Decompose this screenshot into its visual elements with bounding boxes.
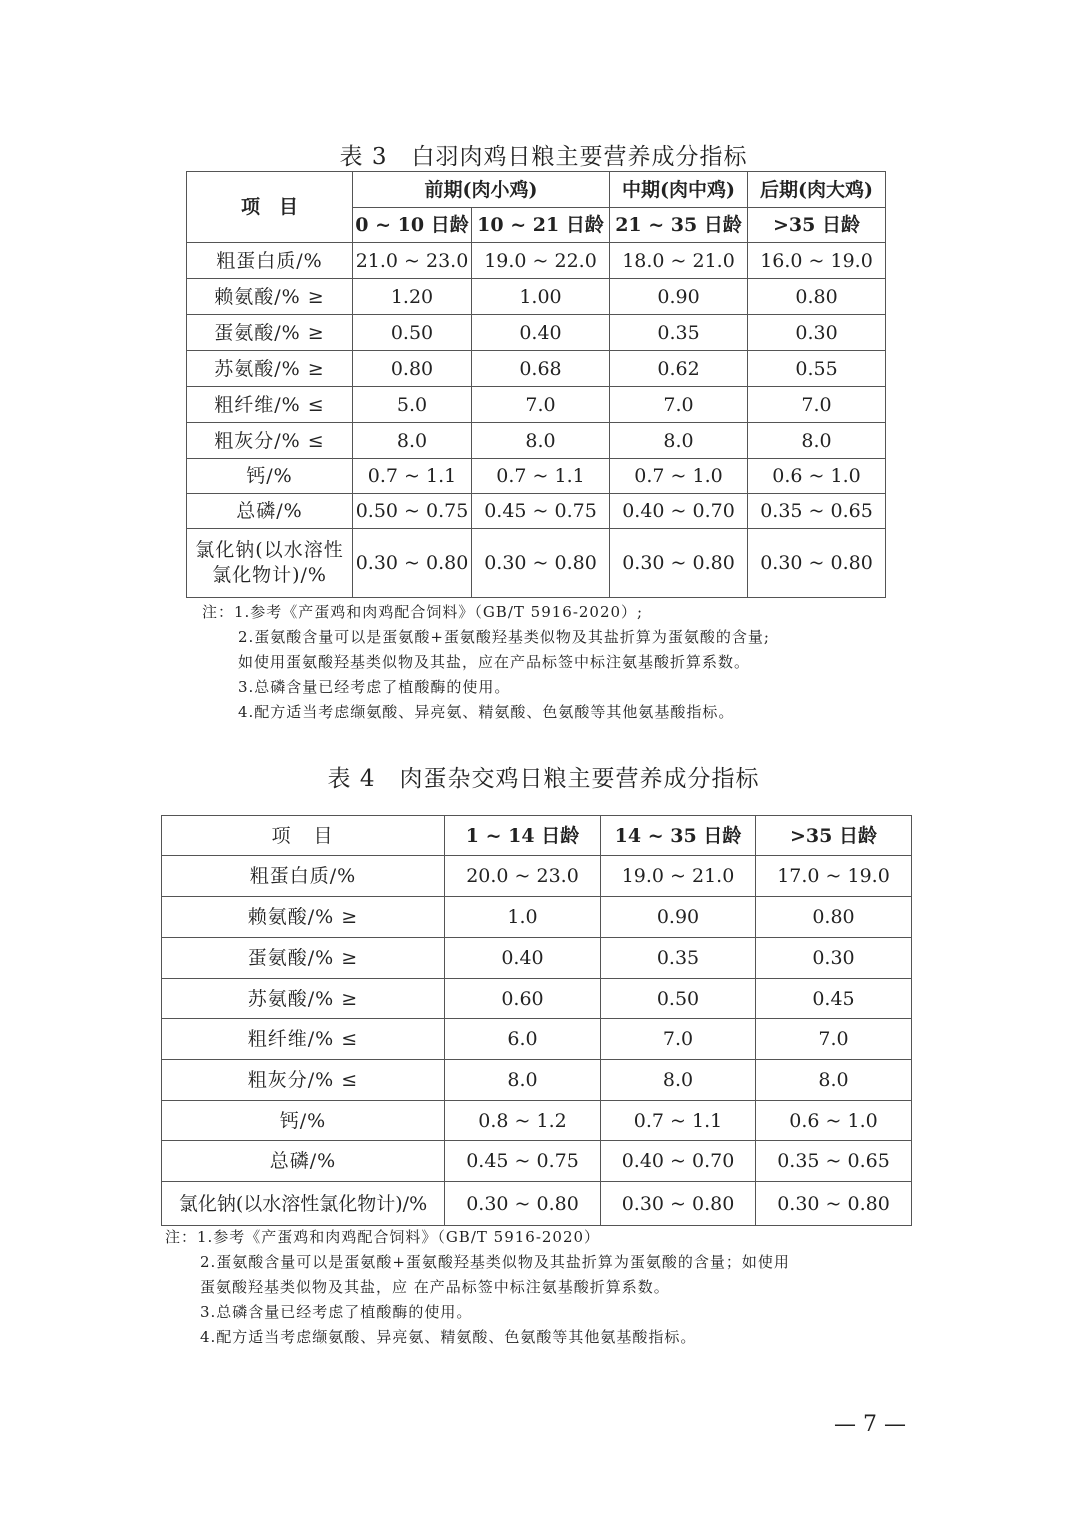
table4-row-label: 氯化钠(以水溶性氯化物计)/% <box>162 1182 445 1226</box>
table4-cell: 0.30 ~ 0.80 <box>756 1182 912 1226</box>
table-row <box>187 459 886 494</box>
table3-cell: 21.0 ~ 23.0 <box>353 243 472 279</box>
table3-note: 3.总磷含量已经考虑了植酸酶的使用。 <box>238 678 511 696</box>
table3-age-header: 0 ~ 10 日龄 <box>353 208 472 243</box>
table4-cell: 0.30 ~ 0.80 <box>445 1182 601 1226</box>
table3-cell: 0.50 <box>353 315 472 351</box>
table3-note: 2.蛋氨酸含量可以是蛋氨酸+蛋氨酸羟基类似物及其盐折算为蛋氨酸的含量; <box>238 628 770 646</box>
table3-row-label: 赖氨酸/% ≥ <box>187 279 353 315</box>
table4-row-label: 总磷/% <box>162 1141 445 1182</box>
table3-cell: 7.0 <box>610 387 748 423</box>
table3-cell: 8.0 <box>472 423 610 459</box>
table3-row-label: 氯化钠(以水溶性氯化物计)/% <box>187 529 353 598</box>
table4-cell: 8.0 <box>601 1060 756 1101</box>
table3-cell: 0.7 ~ 1.1 <box>472 459 610 494</box>
table4-cell: 0.8 ~ 1.2 <box>445 1101 601 1141</box>
table3-cell: 1.20 <box>353 279 472 315</box>
table3-cell: 0.7 ~ 1.0 <box>610 459 748 494</box>
table4-age-header: >35 日龄 <box>756 816 912 856</box>
table4-note: 蛋氨酸羟基类似物及其盐，应 在产品标签中标注氨基酸折算系数。 <box>200 1278 670 1296</box>
table4-cell: 1.0 <box>445 897 601 938</box>
table4-row-label: 蛋氨酸/% ≥ <box>162 938 445 979</box>
table3-cell: 1.00 <box>472 279 610 315</box>
table3-title: 表 3 白羽肉鸡日粮主要营养成分指标 <box>339 144 748 170</box>
table-row <box>187 279 886 315</box>
table4-cell: 17.0 ~ 19.0 <box>756 856 912 897</box>
table3-row-label: 钙/% <box>187 459 353 494</box>
table3-note: 4.配方适当考虑缬氨酸、异亮氨、精氨酸、色氨酸等其他氨基酸指标。 <box>238 703 735 721</box>
table4-cell: 0.6 ~ 1.0 <box>756 1101 912 1141</box>
table4-title: 表 4 肉蛋杂交鸡日粮主要营养成分指标 <box>327 766 760 792</box>
table-row <box>187 243 886 279</box>
table4-cell: 0.40 <box>445 938 601 979</box>
table4-age-header: 14 ~ 35 日龄 <box>601 816 756 856</box>
table4-note: 4.配方适当考虑缬氨酸、异亮氨、精氨酸、色氨酸等其他氨基酸指标。 <box>200 1328 697 1346</box>
table-row <box>187 529 886 598</box>
table4-row-label: 粗蛋白质/% <box>162 856 445 897</box>
table4-cell: 0.45 ~ 0.75 <box>445 1141 601 1182</box>
table3-age-header: 21 ~ 35 日龄 <box>610 208 748 243</box>
table4-row-label: 苏氨酸/% ≥ <box>162 979 445 1019</box>
table3-cell: 0.40 <box>472 315 610 351</box>
table3-row-label: 总磷/% <box>187 494 353 529</box>
table4-cell: 0.7 ~ 1.1 <box>601 1101 756 1141</box>
table3-note: 如使用蛋氨酸羟基类似物及其盐，应在产品标签中标注氨基酸折算系数。 <box>238 653 751 671</box>
table3-row-label: 苏氨酸/% ≥ <box>187 351 353 387</box>
table3-cell: 0.6 ~ 1.0 <box>748 459 886 494</box>
table3-cell: 5.0 <box>353 387 472 423</box>
table4-age-header: 1 ~ 14 日龄 <box>445 816 601 856</box>
table4-cell: 0.30 <box>756 938 912 979</box>
table4-cell: 0.60 <box>445 979 601 1019</box>
table4-cell: 0.90 <box>601 897 756 938</box>
table4-cell: 0.80 <box>756 897 912 938</box>
table3-cell: 0.62 <box>610 351 748 387</box>
table3-group-early: 前期(肉小鸡) <box>353 172 610 208</box>
table3-cell: 16.0 ~ 19.0 <box>748 243 886 279</box>
table3-age-header: 10 ~ 21 日龄 <box>472 208 610 243</box>
table3-group-late: 后期(肉大鸡) <box>748 172 886 208</box>
table4-cell: 7.0 <box>756 1019 912 1060</box>
table3-cell: 0.30 ~ 0.80 <box>353 529 472 598</box>
table-row <box>187 494 886 529</box>
table-row <box>187 423 886 459</box>
table3-cell: 0.50 ~ 0.75 <box>353 494 472 529</box>
table-row <box>187 315 886 351</box>
table3-note: 注：1.参考《产蛋鸡和肉鸡配合饲料》（GB/T 5916-2020）; <box>202 603 644 621</box>
table3-group-mid: 中期(肉中鸡) <box>610 172 748 208</box>
table4-cell: 7.0 <box>601 1019 756 1060</box>
table3-row-label: 粗灰分/% ≤ <box>187 423 353 459</box>
table3-cell: 8.0 <box>353 423 472 459</box>
table3-cell: 0.35 <box>610 315 748 351</box>
table4-cell: 19.0 ~ 21.0 <box>601 856 756 897</box>
table4-cell: 0.45 <box>756 979 912 1019</box>
table3-cell: 7.0 <box>748 387 886 423</box>
page-number: — 7 — <box>834 1412 906 1437</box>
table3-row-label: 粗纤维/% ≤ <box>187 387 353 423</box>
table4-row-label: 钙/% <box>162 1101 445 1141</box>
table4-note: 2.蛋氨酸含量可以是蛋氨酸+蛋氨酸羟基类似物及其盐折算为蛋氨酸的含量；如使用 <box>200 1253 790 1271</box>
table-row <box>162 938 912 979</box>
table3-item-header: 项 目 <box>187 172 353 243</box>
table-row <box>187 387 886 423</box>
table4-cell: 0.30 ~ 0.80 <box>601 1182 756 1226</box>
table-row <box>162 856 912 897</box>
table3-cell: 0.30 <box>748 315 886 351</box>
table3-row-label: 粗蛋白质/% <box>187 243 353 279</box>
table3-cell: 19.0 ~ 22.0 <box>472 243 610 279</box>
table4-row-label: 粗纤维/% ≤ <box>162 1019 445 1060</box>
table3 <box>186 171 886 598</box>
table4-row-label: 粗灰分/% ≤ <box>162 1060 445 1101</box>
table4-row-label: 赖氨酸/% ≥ <box>162 897 445 938</box>
table3-cell: 0.35 ~ 0.65 <box>748 494 886 529</box>
table4-item-header: 项 目 <box>162 816 445 856</box>
table3-cell: 0.45 ~ 0.75 <box>472 494 610 529</box>
table4-cell: 0.35 ~ 0.65 <box>756 1141 912 1182</box>
table3-cell: 0.80 <box>748 279 886 315</box>
table-row <box>162 897 912 938</box>
table-row <box>162 1141 912 1182</box>
table4-cell: 0.40 ~ 0.70 <box>601 1141 756 1182</box>
table4 <box>161 815 912 1226</box>
table4-cell: 20.0 ~ 23.0 <box>445 856 601 897</box>
table3-cell: 0.30 ~ 0.80 <box>610 529 748 598</box>
table-row <box>162 1101 912 1141</box>
table3-cell: 8.0 <box>748 423 886 459</box>
table4-cell: 6.0 <box>445 1019 601 1060</box>
table3-age-header: >35 日龄 <box>748 208 886 243</box>
table3-cell: 0.40 ~ 0.70 <box>610 494 748 529</box>
table3-cell: 0.80 <box>353 351 472 387</box>
table3-cell: 0.30 ~ 0.80 <box>748 529 886 598</box>
table-row <box>162 1019 912 1060</box>
table3-cell: 0.90 <box>610 279 748 315</box>
table3-cell: 0.68 <box>472 351 610 387</box>
table3-cell: 0.30 ~ 0.80 <box>472 529 610 598</box>
table-row <box>162 1060 912 1101</box>
table4-note: 注：1.参考《产蛋鸡和肉鸡配合饲料》（GB/T 5916-2020） <box>165 1228 601 1246</box>
table4-note: 3.总磷含量已经考虑了植酸酶的使用。 <box>200 1303 473 1321</box>
table3-row-label: 蛋氨酸/% ≥ <box>187 315 353 351</box>
table-row <box>187 351 886 387</box>
table3-cell: 0.55 <box>748 351 886 387</box>
table3-cell: 8.0 <box>610 423 748 459</box>
table4-cell: 8.0 <box>756 1060 912 1101</box>
table4-cell: 0.50 <box>601 979 756 1019</box>
table4-cell: 8.0 <box>445 1060 601 1101</box>
table3-cell: 18.0 ~ 21.0 <box>610 243 748 279</box>
table-row <box>162 979 912 1019</box>
table4-cell: 0.35 <box>601 938 756 979</box>
table3-cell: 0.7 ~ 1.1 <box>353 459 472 494</box>
table-row <box>162 1182 912 1226</box>
table3-cell: 7.0 <box>472 387 610 423</box>
